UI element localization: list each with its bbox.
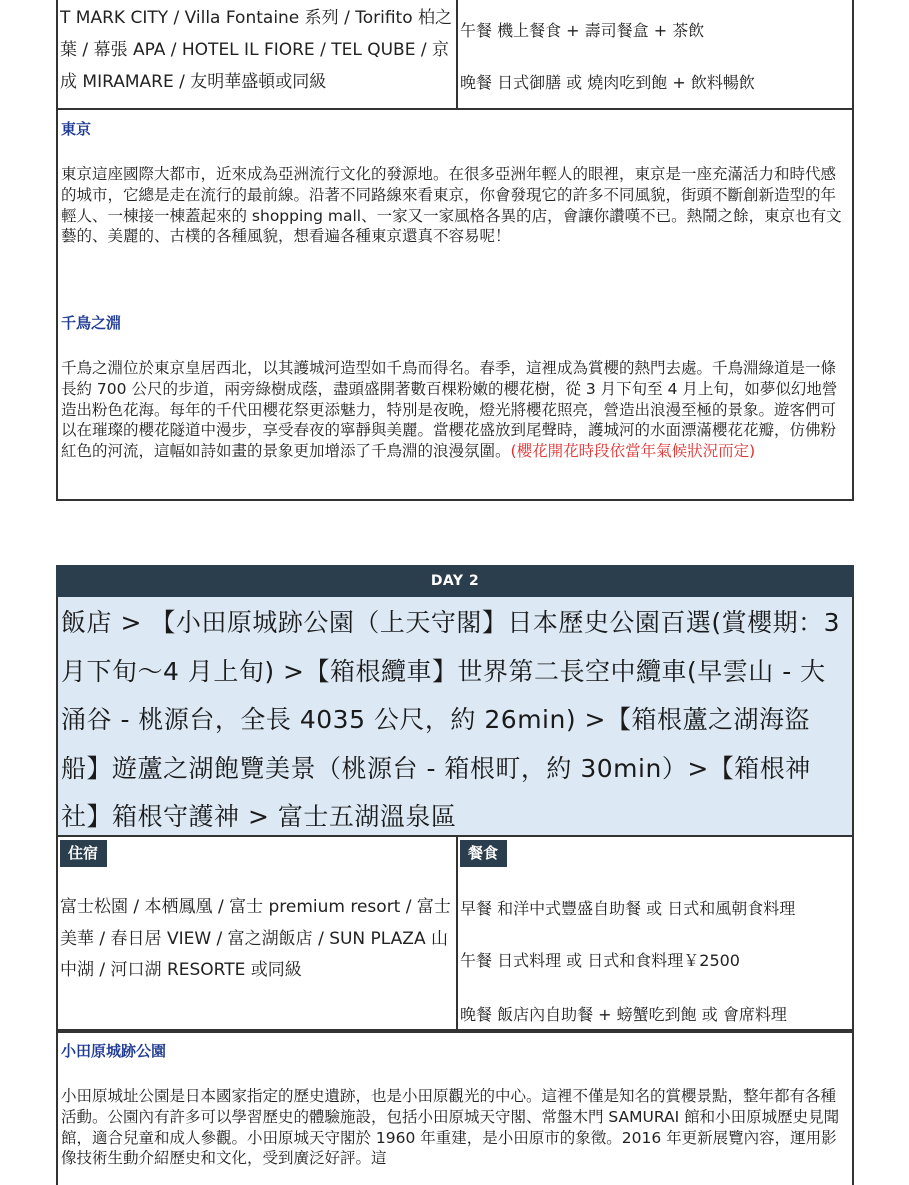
spot-desc-chidorigafuchi [61, 358, 848, 462]
day1-table [56, 0, 854, 110]
spot-desc-odawara: 小田原城址公園是日本國家指定的歷史遺跡，也是小田原觀光的中心。這裡不僅是知名的賞櫻景點，整年都有各種活動。公園內有許多可以學習歷史的體驗施設，包括小田原城天守閣、常盤木門 SAMURAI 館和小田原城歷史見聞館，適合兒童和成人參觀。小田原城天守閣於 1960 年重建，是小田原市的象徵。2016 年更新展覽內容，運用影像技術生動介紹歷史和文化，受到廣泛好評。這 [61, 1087, 840, 1168]
day2-table [56, 837, 854, 1031]
spot-desc-tokyo: 東京這座國際大都市，近來成為亞洲流行文化的發源地。在很多亞洲年輕人的眼裡，東京是一座充滿活力和時代感的城市，它總是走在流行的最前線。沿著不同路線來看東京，你會發現它的許多不同風貌，街頭不斷創新造型的年輕人、一棟接一棟蓋起來的 shopping mall、一家又一家風格各異的店，會讓你讚嘆不已。熱鬧之餘，東京也有文藝的、美麗的、古樸的各種風貌，想看遍各種東京還真不容易呢！ [61, 165, 842, 246]
day2-meal-cell [458, 837, 852, 1029]
day2-hotel-list: 富士松園 / 本栖鳳凰 / 富士 premium resort / 富士美華 / 春日居 VIEW / 富之湖飯店 / SUN PLAZA 山中湖 / 河口湖 RESORTE 或同級 [60, 897, 451, 980]
day2-breakfast: 早餐 和洋中式豐盛自助餐 或 日式和風朝食料理 [460, 899, 796, 918]
day2-route-text: 飯店 > 【小田原城跡公園（上天守閣】日本歷史公園百選(賞櫻期：3 月下旬～4 月上旬) >【箱根纜車】世界第二長空中纜車(早雲山 - 大涌谷 - 桃源台，全長 4035 公尺，約 26min) >【箱根蘆之湖海盜船】遊蘆之湖飽覽美景（桃源台 - 箱根町，約 30min）>【箱根神社】箱根守護神 > 富士五湖溫泉區 [61, 608, 841, 831]
spot-title-odawara: 小田原城跡公園 [61, 1042, 167, 1060]
spot-title-tokyo: 東京 [61, 120, 92, 138]
day2-header: DAY 2 [56, 565, 854, 597]
day2-spot-info [56, 1031, 854, 1185]
cherry-blossom-note: (櫻花開花時段依當年氣候狀況而定) [510, 442, 756, 461]
day1-lunch: 午餐 機上餐食 + 壽司餐盒 + 茶飲 [460, 21, 705, 40]
day1-spot-info [56, 108, 854, 501]
stay-label: 住宿 [60, 840, 107, 867]
day2-lunch: 午餐 日式料理 或 日式和食料理￥2500 [460, 951, 740, 970]
day1-meal-cell [458, 0, 852, 108]
day1-dinner: 晚餐 日式御膳 或 燒肉吃到飽 + 飲料暢飲 [460, 73, 755, 92]
spot-desc-chidorigafuchi-text: 千鳥之淵位於東京皇居西北，以其護城河造型如千鳥而得名。春季，這裡成為賞櫻的熱門去處。千鳥淵綠道是一條長約 700 公尺的步道，兩旁綠樹成蔭，盡頭盛開著數百棵粉嫩的櫻花樹，從 3 月下旬至 4 月上旬，如夢似幻地營造出粉色花海。每年的千代田櫻花祭更添魅力，特別是夜晚，燈光將櫻花照亮，營造出浪漫至極的景象。遊客們可以在璀璨的櫻花隧道中漫步，享受春夜的寧靜與美麗。當櫻花盛放到尾聲時，護城河的水面漂滿櫻花花瓣，仿佛粉紅色的河流，這幅如詩如畫的景象更加增添了千鳥淵的浪漫氛圍。 [61, 359, 838, 461]
day2-dinner: 晚餐 飯店內自助餐 + 螃蟹吃到飽 或 會席料理 [460, 1005, 787, 1024]
spot-title-chidorigafuchi: 千鳥之淵 [61, 314, 122, 332]
day2-route [56, 597, 854, 837]
day2-stay-cell [58, 837, 458, 1029]
meal-label: 餐食 [460, 840, 507, 867]
day1-stay-cell [58, 0, 458, 108]
day1-hotel-list: T MARK CITY / Villa Fontaine 系列 / Torifito 柏之葉 / 幕張 APA / HOTEL IL FIORE / TEL QUBE / 京成 MIRAMARE / 友明華盛頓或同級 [60, 8, 452, 92]
